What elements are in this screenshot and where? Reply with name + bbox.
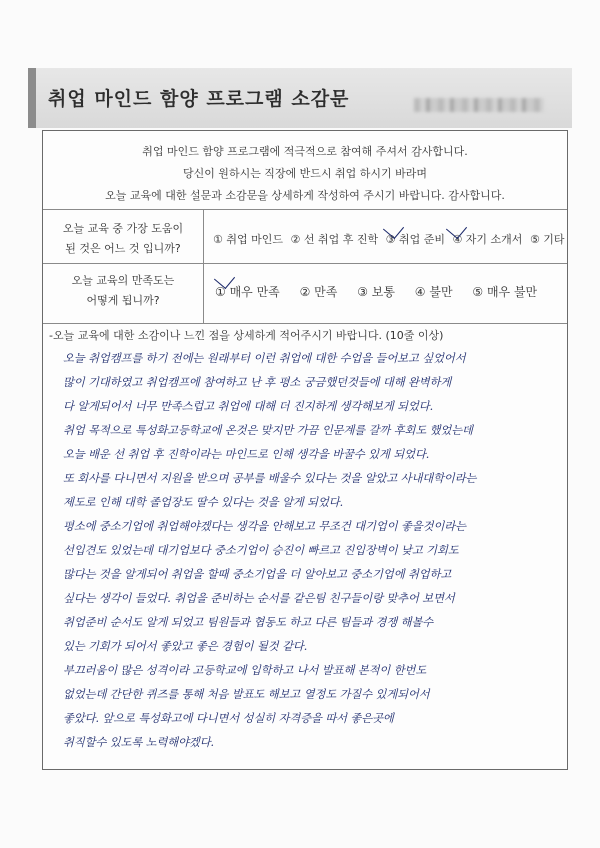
q1-option-1[interactable]: ① 취업 마인드 (213, 233, 283, 246)
essay-line: 또 회사를 다니면서 지원을 받으며 공부를 배울수 있다는 것을 알았고 사내대학이라는 (63, 472, 477, 485)
q1-option-3[interactable]: ③ 취업 준비 (385, 233, 445, 246)
survey-form (42, 130, 568, 770)
divider (43, 323, 567, 324)
essay-line: 취업 목적으로 특성화고등학교에 온것은 맞지만 가끔 인문계를 갈까 후회도 했었는데 (63, 424, 473, 437)
question2-options (215, 283, 553, 300)
question1-label: 오늘 교육 중 가장 도움이 된 것은 어느 것 입니까? (62, 222, 184, 255)
question2-label: 오늘 교육의 만족도는 어떻게 됩니까? (71, 274, 175, 307)
column-divider (203, 209, 204, 323)
q2-option-4[interactable]: ④ 불만 (414, 285, 453, 299)
intro-line-1: 취업 마인드 함양 프로그램에 적극적으로 참여해 주셔서 감사합니다. (142, 145, 468, 158)
q2-option-5[interactable]: ⑤ 매우 불만 (472, 285, 538, 299)
essay-line: 많다는 것을 알게되어 취업을 할때 중소기업을 더 알아보고 중소기업에 취업하고 (63, 568, 452, 581)
essay-line: 제도로 인해 대학 졸업장도 딸수 있다는 것을 알게 되었다. (63, 496, 344, 509)
page-title: 취업 마인드 함양 프로그램 소감문 (48, 88, 350, 110)
essay-line: 평소에 중소기업에 취업해야겠다는 생각을 안해보고 무조건 대기업이 좋을것이라는 (63, 520, 466, 533)
intro-text (43, 141, 567, 207)
essay-line: 많이 기대하였고 취업캠프에 참여하고 난 후 평소 궁금했던것들에 대해 완벽하게 (63, 376, 452, 389)
essay-line: 오늘 배운 선 취업 후 진학이라는 마인드로 인해 생각을 바꿀수 있게 되었다. (63, 448, 430, 461)
essay-line: 있는 기회가 되어서 좋았고 좋은 경험이 될것 같다. (63, 640, 308, 653)
divider (43, 209, 567, 210)
essay-line: 오늘 취업캠프를 하기 전에는 원래부터 이런 취업에 대한 수업을 들어보고 싶었어서 (63, 352, 466, 365)
essay-line: 좋았다. 앞으로 특성화고에 다니면서 성실히 자격증을 따서 좋은곳에 (63, 712, 394, 725)
essay-line: 취직할수 있도록 노력해야겠다. (63, 736, 215, 749)
essay-line: 부끄러움이 많은 성격이라 고등학교에 입학하고 나서 발표해 본적이 한번도 (63, 664, 427, 677)
divider (43, 263, 567, 264)
essay-line: 싶다는 생각이 들었다. 취업을 준비하는 순서를 같은팀 친구들이랑 맞추어 보면서 (63, 592, 455, 605)
q1-option-4[interactable]: ④ 자기 소개서 (452, 233, 523, 246)
q2-option-3[interactable]: ③ 보통 (357, 285, 395, 299)
essay-line: 없었는데 간단한 퀴즈를 통해 처음 발표도 해보고 열정도 가질수 있게되어서 (63, 688, 430, 701)
q2-option-1[interactable]: ① 매우 만족 (215, 285, 280, 299)
q2-option-2[interactable]: ② 만족 (299, 285, 338, 299)
title-banner (28, 68, 572, 128)
essay-line: 취업준비 순서도 알게 되었고 팀원들과 협동도 하고 다른 팀들과 경쟁 해볼수 (63, 616, 434, 629)
essay-line: 선입견도 있었는데 대기업보다 중소기업이 승진이 빠르고 진입장벽이 낮고 기회도 (63, 544, 459, 557)
essay-prompt: -오늘 교육에 대한 소감이나 느낀 점을 상세하게 적어주시기 바랍니다. (10줄 이상) (49, 329, 444, 342)
intro-line-2: 당신이 원하시는 직장에 반드시 취업 하시기 바라며 (182, 167, 428, 180)
redacted-name (414, 98, 544, 112)
q1-option-5[interactable]: ⑤ 기타 (529, 233, 565, 246)
intro-line-3: 오늘 교육에 대한 설문과 소감문을 상세하게 작성하여 주시기 바랍니다. 감사합니다. (105, 189, 505, 202)
q1-option-2[interactable]: ② 선 취업 후 진학 (290, 233, 379, 246)
essay-line: 다 알게되어서 너무 만족스럽고 취업에 대해 더 진지하게 생각해보게 되었다. (63, 400, 434, 413)
